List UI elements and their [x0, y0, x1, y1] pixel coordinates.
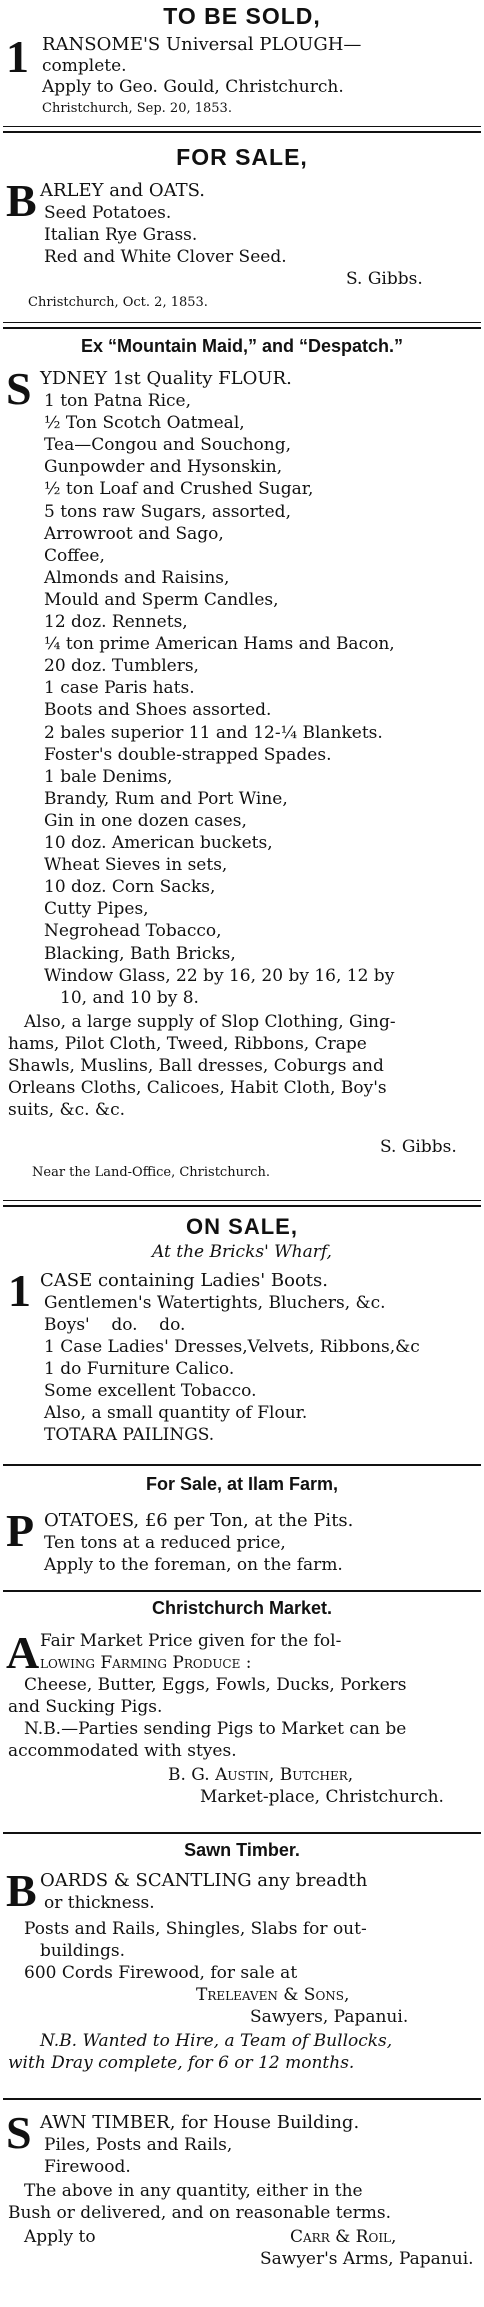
- drop-cap: S: [6, 2107, 32, 2158]
- ad-sawn-timber: [0, 1838, 484, 2088]
- list-item: 10 doz. American buckets,: [44, 833, 273, 853]
- ad-line: CASE containing Ladies' Boots.: [40, 1270, 328, 1291]
- drop-cap: 1: [6, 31, 29, 82]
- ad-line: Apply to Geo. Gould, Christchurch.: [42, 77, 344, 97]
- ad-line: Apply to: [24, 2227, 96, 2247]
- ad-line: The above in any quantity, either in the: [24, 2181, 363, 2201]
- list-item: Brandy, Rum and Port Wine,: [44, 788, 288, 809]
- drop-cap: B: [6, 175, 37, 226]
- ad-barley: [0, 136, 484, 310]
- list-item: Negrohead Tobacco,: [44, 921, 222, 942]
- list-item: ½ ton Loaf and Crushed Sugar,: [44, 479, 314, 500]
- ad-place: Sawyers, Papanui.: [250, 2007, 409, 2027]
- ad-sydney: [0, 330, 484, 1202]
- divider: [3, 2098, 481, 2100]
- ad-plough: [0, 0, 484, 120]
- ad-ilam-farm: [0, 1470, 484, 1596]
- drop-cap: B: [6, 1865, 37, 1916]
- ad-line: buildings.: [40, 1941, 125, 1961]
- list-item: Foster's double-strapped Spades.: [44, 744, 332, 765]
- list-item: Tea—Congou and Souchong,: [44, 435, 292, 456]
- ad-heading: FOR SALE,: [176, 144, 308, 170]
- ad-heading: Ex “Mountain Maid,” and “Despatch.”: [80, 336, 404, 356]
- ad-line: Gentlemen's Watertights, Bluchers, &c.: [44, 1293, 386, 1313]
- ad-line: complete.: [42, 56, 127, 76]
- ad-dateline: Christchurch, Sep. 20, 1853.: [42, 101, 232, 116]
- ad-line: Piles, Posts and Rails,: [44, 2135, 233, 2155]
- ad-line: TOTARA PAILINGS.: [44, 1425, 215, 1445]
- list-item: 10, and 10 by 8.: [60, 987, 199, 1008]
- ad-line: Italian Rye Grass.: [44, 225, 198, 245]
- ad-heading: Sawn Timber.: [184, 1840, 300, 1860]
- list-item: Coffee,: [44, 545, 105, 566]
- ad-line: Apply to the foreman, on the farm.: [44, 1555, 343, 1575]
- ad-line: Fair Market Price given for the fol-: [40, 1631, 342, 1651]
- ad-line: Seed Potatoes.: [44, 203, 172, 223]
- ad-line: YDNEY 1st Quality FLOUR.: [40, 368, 292, 389]
- list-item: 5 tons raw Sugars, assorted,: [44, 501, 291, 522]
- ad-dateline: Christchurch, Oct. 2, 1853.: [28, 295, 208, 310]
- ad-address: Near the Land-Office, Christchurch.: [32, 1165, 270, 1180]
- list-item: 12 doz. Rennets,: [44, 612, 188, 632]
- list-item: 1 case Paris hats.: [44, 678, 195, 699]
- divider: [3, 322, 481, 329]
- ad-market: [0, 1596, 484, 1826]
- list-item: Mould and Sperm Candles,: [44, 589, 279, 610]
- ad-line: RANSOME'S Universal PLOUGH—: [42, 34, 362, 55]
- list-item: ¼ ton prime American Hams and Bacon,: [44, 634, 395, 655]
- ad-heading: TO BE SOLD,: [163, 3, 321, 29]
- ad-signature: S. Gibbs.: [346, 269, 423, 289]
- list-item: 10 doz. Corn Sacks,: [44, 877, 216, 898]
- ad-heading: For Sale, at Ilam Farm,: [145, 1474, 339, 1494]
- list-item: Blacking, Bath Bricks,: [44, 943, 236, 964]
- ad-signature: S. Gibbs.: [380, 1137, 457, 1157]
- ad-line: OTATOES, £6 per Ton, at the Pits.: [44, 1510, 354, 1531]
- ad-line: and Sucking Pigs.: [8, 1697, 163, 1717]
- ad-subheading: At the Bricks' Wharf,: [152, 1242, 332, 1262]
- ad-heading: Christchurch Market.: [151, 1598, 333, 1618]
- paragraph-line: Also, a large supply of Slop Clothing, Ging-: [24, 1011, 396, 1032]
- ad-place: Sawyer's Arms, Papanui.: [260, 2249, 474, 2269]
- divider: [3, 1590, 481, 1592]
- ad-line: Boys' do. do.: [44, 1315, 186, 1335]
- ad-firm: Carr & Roil,: [290, 2227, 397, 2247]
- paragraph-line: suits, &c. &c.: [8, 1100, 125, 1121]
- ad-line: 1 Case Ladies' Dresses,Velvets, Ribbons,&c: [44, 1337, 420, 1357]
- paragraph-line: hams, Pilot Cloth, Tweed, Ribbons, Crape: [8, 1033, 367, 1054]
- list-item: Almonds and Raisins,: [44, 567, 230, 588]
- ad-line: Cheese, Butter, Eggs, Fowls, Ducks, Porkers: [24, 1675, 407, 1695]
- ad-line: Firewood.: [44, 2157, 131, 2177]
- divider: [3, 1832, 481, 1834]
- ad-line: with Dray complete, for 6 or 12 months.: [8, 2053, 355, 2073]
- paragraph-line: Orleans Cloths, Calicoes, Habit Cloth, Boy's: [8, 1078, 387, 1099]
- list-item: 2 bales superior 11 and 12-¼ Blankets.: [44, 722, 383, 743]
- ad-line: OARDS & SCANTLING any breadth: [40, 1870, 368, 1891]
- ad-line: Red and White Clover Seed.: [44, 247, 287, 267]
- ad-house-timber: [0, 2104, 484, 2304]
- ad-line: Also, a small quantity of Flour.: [44, 1403, 308, 1423]
- drop-cap: P: [6, 1505, 35, 1556]
- ad-line: Posts and Rails, Shingles, Slabs for out-: [24, 1919, 367, 1939]
- ad-heading: ON SALE,: [186, 1214, 298, 1239]
- ad-line: accommodated with styes.: [8, 1741, 237, 1761]
- divider: [3, 1464, 481, 1466]
- ad-on-sale: [0, 1206, 484, 1445]
- ad-line: N.B.—Parties sending Pigs to Market can be: [24, 1719, 407, 1739]
- list-item: Window Glass, 22 by 16, 20 by 16, 12 by: [44, 965, 395, 986]
- list-item: Boots and Shoes assorted.: [44, 700, 272, 721]
- list-item: Gin in one dozen cases,: [44, 810, 247, 831]
- list-item: 20 doz. Tumblers,: [44, 656, 199, 677]
- paragraph-line: Shawls, Muslins, Ball dresses, Coburgs and: [8, 1056, 384, 1076]
- drop-cap: A: [6, 1627, 40, 1678]
- ad-line: ARLEY and OATS.: [40, 180, 206, 201]
- ad-line: 600 Cords Firewood, for sale at: [24, 1963, 298, 1983]
- ad-line: N.B. Wanted to Hire, a Team of Bullocks,: [40, 2031, 393, 2051]
- ad-firm: Treleaven & Sons,: [196, 1985, 350, 2005]
- ad-line: Some excellent Tobacco.: [44, 1381, 257, 1401]
- list-item: Arrowroot and Sago,: [44, 523, 224, 544]
- list-item: Wheat Sieves in sets,: [44, 855, 228, 876]
- list-item: Gunpowder and Hysonskin,: [44, 457, 283, 478]
- divider: [3, 126, 481, 133]
- ad-line: Bush or delivered, and on reasonable terms.: [8, 2203, 392, 2223]
- list-item: 1 ton Patna Rice,: [44, 391, 191, 411]
- list-item: 1 bale Denims,: [44, 766, 173, 787]
- ad-line: 1 do Furniture Calico.: [44, 1359, 235, 1379]
- ad-line: Ten tons at a reduced price,: [44, 1533, 286, 1553]
- drop-cap: S: [6, 363, 32, 414]
- ad-line: or thickness.: [44, 1893, 155, 1913]
- ad-line: AWN TIMBER, for House Building.: [40, 2112, 360, 2133]
- list-item: ½ Ton Scotch Oatmeal,: [44, 413, 245, 434]
- ad-signature: B. G. Austin, Butcher,: [168, 1765, 354, 1785]
- drop-cap: 1: [8, 1265, 31, 1316]
- list-item: Cutty Pipes,: [44, 899, 149, 920]
- ad-place: Market-place, Christchurch.: [200, 1787, 444, 1807]
- ad-line: lowing Farming Produce :: [40, 1653, 252, 1673]
